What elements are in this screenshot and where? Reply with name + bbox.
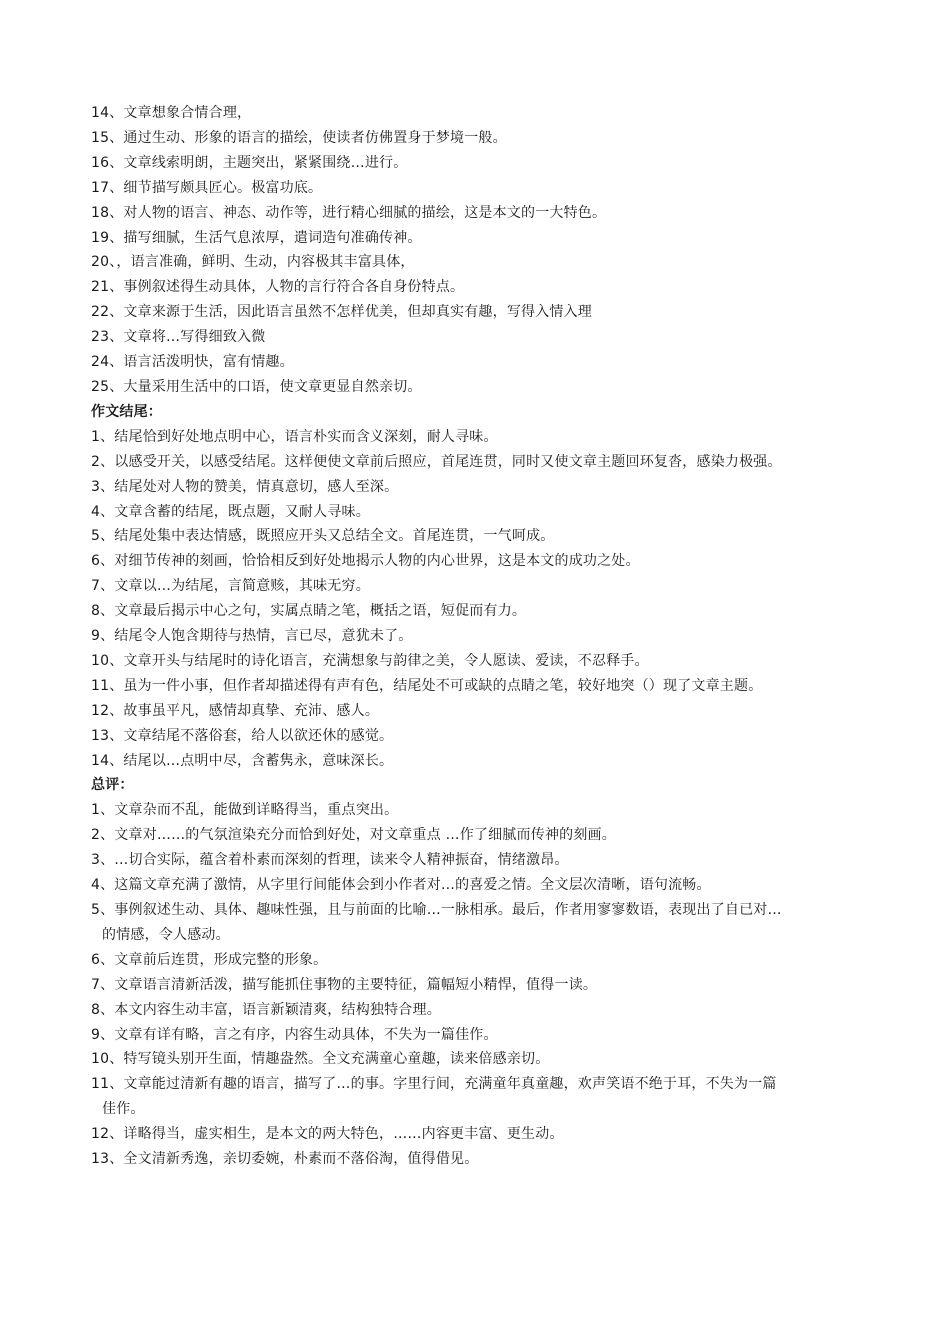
list-item: 4、文章含蓄的结尾，既点题，又耐人寻味。 [91,503,370,520]
ending-section-heading: 作文结尾： [91,403,162,420]
list-item: 12、故事虽平凡，感情却真挚、充沛、感人。 [91,702,380,719]
list-item: 24、语言活泼明快，富有情趣。 [91,354,294,371]
list-item: 11、文章能过清新有趣的语言，描写了…的事。字里行间，充满童年真童趣，欢声笑语不绝于耳，不失为一篇 [91,1076,777,1093]
list-item: 3、…切合实际，蕴含着朴素而深刻的哲理，读来令人精神振奋，情绪激昂。 [91,852,569,869]
list-item: 7、文章语言清新活泼，描写能抓住事物的主要特征，篇幅短小精悍，值得一读。 [91,976,598,993]
ending-comment-list [91,425,891,774]
list-item: 5、结尾处集中表达情感，既照应开头又总结全文。首尾连贯，一气呵成。 [91,528,555,545]
list-item: 22、文章来源于生活，因此语言虽然不怎样优美，但却真实有趣，写得入情入理 [91,304,593,321]
list-item: 2、文章对……的气氛渲染充分而恰到好处，对文章重点 …作了细腻而传神的刻画。 [91,827,616,844]
list-item: 18、对人物的语言、神态、动作等，进行精心细腻的描绘，这是本文的一大特色。 [91,204,607,221]
list-item: 11、虽为一件小事，但作者却描述得有声有色，结尾处不可或缺的点睛之笔，较好地突（）现了文章主题。 [91,677,763,694]
list-item: 17、细节描写颇具匠心。极富功底。 [91,179,323,196]
list-item: 5、事例叙述生动、具体、趣味性强，且与前面的比喻…一脉相承。最后，作者用寥寥数语，表现出了自已对… [91,902,782,918]
list-item: 12、详略得当，虚实相生，是本文的两大特色，……内容更丰富、更生动。 [91,1126,564,1143]
list-item: 14、结尾以…点明中尽，含蓄隽永，意味深长。 [91,752,394,769]
list-item: 20、，语言准确，鲜明、生动，内容极其丰富具体， [91,254,415,271]
list-item: 9、结尾令人饱含期待与热情，言已尽，意犹未了。 [91,628,413,645]
list-item: 14、文章想象合情合理， [91,105,252,121]
list-item-continuation: 佳作。 [102,1101,145,1118]
writing-technique-list [91,101,891,400]
list-item: 3、结尾处对人物的赞美，情真意切，感人至深。 [91,478,399,495]
list-item: 19、描写细腻，生活气息浓厚，遣词造句准确传神。 [91,229,422,246]
overall-comment-list [91,798,891,1172]
list-item: 10、文章开头与结尾时的诗化语言，充满想象与韵律之美，令人愿读、爱读，不忍释手。 [91,652,649,669]
list-item: 8、文章最后揭示中心之句，实属点睛之笔，概括之语，短促而有力。 [91,603,527,620]
list-item: 6、文章前后连贯，形成完整的形象。 [91,951,328,968]
overall-section-heading: 总评： [91,777,134,794]
list-item: 4、这篇文章充满了激情，从字里行间能体会到小作者对…的喜爱之情。全文层次清晰，语句流畅。 [91,877,711,894]
list-item: 15、通过生动、形象的语言的描绘，使读者仿佛置身于梦境一般。 [91,129,507,146]
list-item: 13、全文清新秀逸，亲切委婉，朴素而不落俗淘，值得借见。 [91,1151,479,1168]
list-item: 25、大量采用生活中的口语，使文章更显自然亲切。 [91,378,422,395]
list-item: 10、特写镜头别开生面，情趣盎然。全文充满童心童趣，读来倍感亲切。 [91,1051,550,1068]
list-item: 1、文章杂而不乱，能做到详略得当，重点突出。 [91,802,399,819]
list-item: 16、文章线索明朗，主题突出，紧紧围绕…进行。 [91,154,408,171]
list-item: 7、文章以…为结尾，言简意赅，其味无穷。 [91,578,370,595]
list-item: 8、本文内容生动丰富，语言新颖清爽，结构独特合理。 [91,1001,441,1018]
list-item: 23、文章将…写得细致入微 [91,329,266,346]
list-item: 2、以感受开关，以感受结尾。这样便使文章前后照应，首尾连贯，同时又使文章主题回环复沓，感染力极强。 [91,453,782,470]
list-item-continuation: 的情感，令人感动。 [102,926,230,943]
list-item: 21、事例叙述得生动具体，人物的言行符合各自身份特点。 [91,279,465,296]
list-item: 1、结尾恰到好处地点明中心，语言朴实而含义深刻，耐人寻味。 [91,428,498,445]
list-item: 6、对细节传神的刻画，恰恰相反到好处地揭示人物的内心世界，这是本文的成功之处。 [91,553,640,570]
list-item: 13、文章结尾不落俗套，给人以欲还休的感觉。 [91,727,394,744]
document-page [91,101,891,1172]
list-item: 9、文章有详有略，言之有序，内容生动具体，不失为一篇佳作。 [91,1026,498,1043]
